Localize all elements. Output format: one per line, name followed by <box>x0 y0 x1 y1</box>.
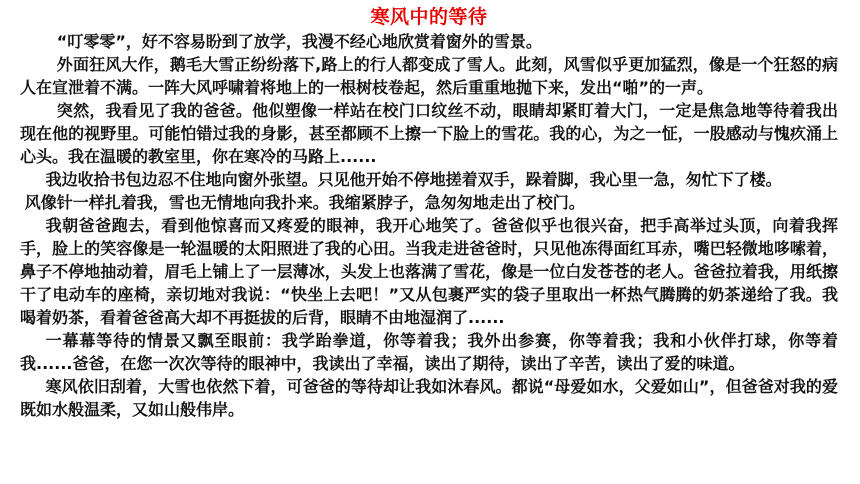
paragraph-3: 突然，我看见了我的爸爸。他似塑像一样站在校门口纹丝不动，眼睛却紧盯着大门，一定是焦急地等待着我出现在他的视野里。可能怕错过我的身影，甚至都顾不上擦一下脸上的雪花。我的心，为之一怔，一股感动与愧疚涌上心头。我在温暖的教室里，你在寒冷的马路上...... <box>20 101 838 166</box>
paragraph-1: “叮零零”，好不容易盼到了放学，我漫不经心地欣赏着窗外的雪景。 <box>56 32 542 51</box>
paragraph-2: 外面狂风大作，鹅毛大雪正纷纷落下,路上的行人都变成了雪人。此刻，风雪似乎更加猛烈，像是一个狂怒的病人在宣泄着不满。一阵大风呼啸着将地上的一根树枝卷起，然后重重地抛下来，发出“啪”的一声。 <box>20 55 838 97</box>
paragraph-6: 我朝爸爸跑去，看到他惊喜而又疼爱的眼神，我开心地笑了。爸爸似乎也很兴奋，把手高举过头顶，向着我挥手，脸上的笑容像是一轮温暖的太阳照进了我的心田。当我走进爸爸时，只见他冻得面红耳赤，嘴巴轻微地哆嗦着，鼻子不停地抽动着，眉毛上铺上了一层薄冰，头发上也落满了雪花，像是一位白发苍苍的老人。爸爸拉着我，用纸擦干了电动车的座椅，亲切地对我说：“快坐上去吧！”又从包裹严实的袋子里取出一杯热气腾腾的奶茶递给了我。我喝着奶茶，看着爸爸高大却不再挺拔的后背，眼睛不由地湿润了...... <box>20 216 838 327</box>
document-title: 寒风中的等待 <box>370 6 488 28</box>
paragraph-8: 寒风依旧刮着，大雪也依然下着，可爸爸的等待却让我如沐春风。都说“母爱如水，父爱如山”，但爸爸对我的爱既如水般温柔，又如山般伟岸。 <box>20 377 838 419</box>
paragraph-7: 一幕幕等待的情景又飘至眼前：我学跆拳道，你等着我；我外出参赛，你等着我；我和小伙伴打球，你等着我......爸爸，在您一次次等待的眼神中，我读出了幸福，读出了期待，读出了辛苦，读出了爱的味道。 <box>20 331 838 373</box>
paragraph-4: 我边收拾书包边忍不住地向窗外张望。只见他开始不停地搓着双手，跺着脚，我心里一急，匆忙下了楼。 <box>45 170 782 189</box>
paragraph-5: 风像针一样扎着我，雪也无情地向我扑来。我缩紧脖子，急匆匆地走出了校门。 <box>24 193 585 212</box>
